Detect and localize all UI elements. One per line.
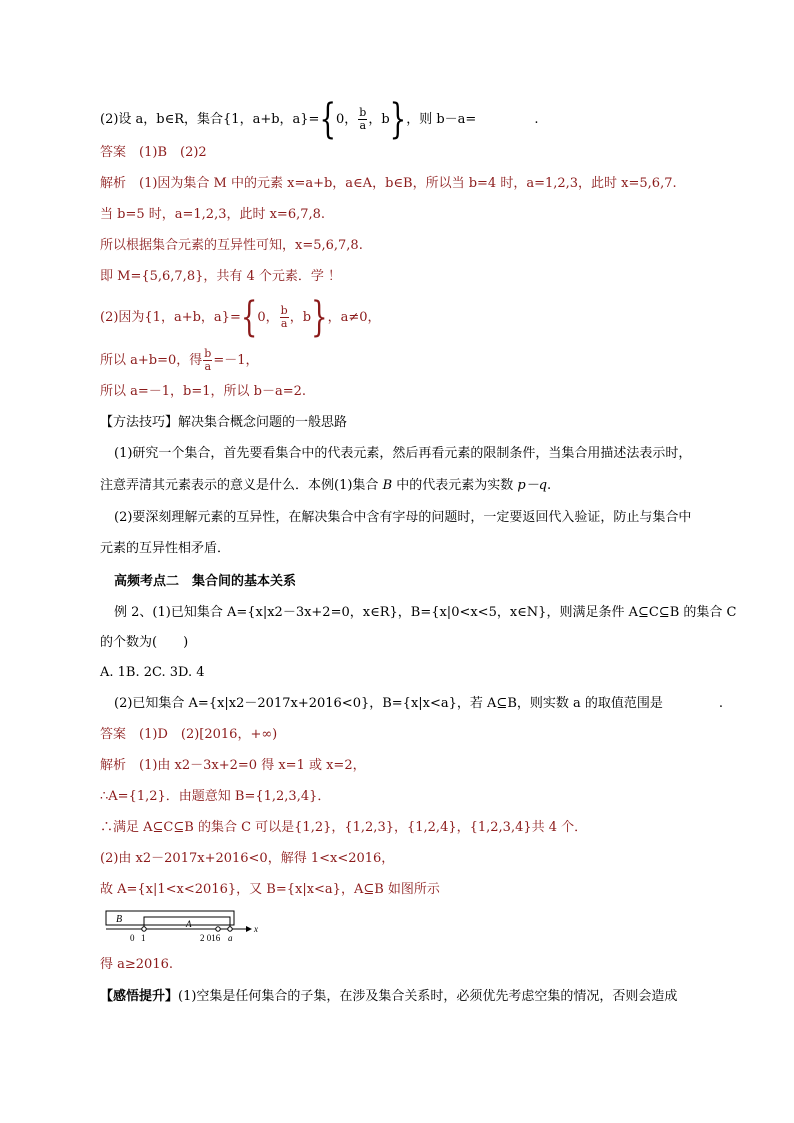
answer-label: 答案 (100, 727, 127, 742)
solution-line-7: 所以 a=－1，b=1，所以 b－a=2. (100, 384, 307, 399)
left-brace: { (240, 293, 258, 342)
sol-l5-set-a: 0， (257, 310, 279, 325)
label-A: A (186, 919, 192, 929)
solution2-line-5: 故 A={x|1<x<2016}，又 B={x|x<a}，A⊆B 如图所示 (100, 882, 440, 897)
fraction-numerator: b (204, 347, 212, 360)
section-heading: 高频考点二 集合间的基本关系 (114, 574, 297, 589)
solution2-line-3: ∴满足 A⊆C⊆B 的集合 C 可以是{1,2}，{1,2,3}，{1,2,4}，{1,2,3,4}共 4 个． (100, 820, 588, 835)
fraction-denominator: a (359, 119, 367, 132)
example-2-line-4-text: (2)已知集合 A={x|x2－2017x+2016<0}，B={x|x<a}，若 A⊆B，则实数 a 的取值范围是 (114, 696, 663, 711)
sol-l5-set-b: ，b (289, 310, 312, 325)
fraction-b-over-a (280, 305, 289, 330)
solution-line-6 (100, 348, 258, 373)
solution-line-5 (100, 293, 381, 342)
insight-heading: 【感悟提升】 (100, 989, 179, 1004)
method-para-1b (100, 478, 551, 494)
method-para-1a: (1)研究一个集合，首先要看集合中的代表元素，然后再看元素的限制条件，当集合用描述法表示时， (114, 446, 692, 461)
example-2-line-4 (114, 696, 723, 712)
right-brace: } (311, 293, 328, 342)
fraction-numerator: b (359, 106, 367, 119)
solution2-line-1: 解析 (1)由 x2－3x+2=0 得 x=1 或 x=2， (100, 758, 366, 773)
insight-text: (1)空集是任何集合的子集，在涉及集合关系时，必须优先考虑空集的情况，否则会造成 (178, 989, 678, 1004)
method-p1b-var: B (382, 478, 393, 493)
sol-l5-suffix: ，a≠0， (327, 310, 381, 325)
method-para-2b: 元素的互异性相矛盾． (100, 541, 231, 556)
solution-line-4: 即 M={5,6,7,8}，共有 4 个元素．学 ！ (100, 269, 342, 284)
solution2-line-2: ∴A={1,2}．由题意知 B={1,2,3,4}． (100, 789, 331, 804)
fraction-denominator: a (280, 317, 288, 330)
method-para-2a: (2)要深刻理解元素的互异性，在解决集合中含有字母的问题时，一定要返回代入验证，防止与集合中 (114, 510, 692, 525)
solution-line-2: 当 b=5 时，a=1,2,3，此时 x=6,7,8. (100, 207, 326, 222)
axis-arrow (246, 926, 252, 932)
tick-a: a (228, 933, 233, 943)
method-p1b-mid: 中的代表元素为实数 (392, 478, 518, 493)
fraction-numerator: b (280, 304, 288, 317)
question-2-line (100, 95, 539, 144)
tick-2016: 2 016 (200, 933, 221, 943)
sol-l6-prefix: 所以 a+b=0，得 (100, 353, 203, 368)
q2-end: . (534, 112, 539, 127)
point-2016-open (216, 927, 220, 931)
sol-l5-prefix: (2)因为{1，a+b，a}= (100, 310, 241, 325)
solution-line-3: 所以根据集合元素的互异性可知，x=5,6,7,8. (100, 238, 363, 253)
example-2-line-2: 的个数为( ) (100, 635, 189, 650)
q2-prefix: (2)设 a，b∈R，集合{1，a+b，a}= (100, 112, 320, 127)
sol-l6-suffix: =－1， (213, 353, 259, 368)
point-a-open (228, 927, 232, 931)
number-line-figure (100, 908, 270, 944)
answer-line-1 (100, 145, 207, 161)
right-brace: } (389, 95, 407, 144)
fraction-b-over-a (203, 348, 212, 373)
solution2-line-4: (2)由 x2－2017x+2016<0，解得 1<x<2016， (100, 851, 395, 866)
method-p1b-prefix: 注意弄清其元素表示的意义是什么．本例(1)集合 (100, 478, 383, 493)
q2-set-part-b: ，b (368, 112, 390, 127)
fraction-b-over-a (358, 107, 367, 132)
axis-label-x: x (254, 924, 258, 934)
insight-line (100, 989, 677, 1005)
answer-value: (1)D (2)[2016，+∞) (139, 727, 278, 742)
example-2-line-4-end: . (718, 696, 724, 711)
q2-set-part-a: 0， (336, 112, 358, 127)
example-2-options: A. 1B. 2C. 3D. 4 (100, 665, 205, 680)
label-B: B (116, 914, 123, 925)
solution-line-1: 解析 (1)因为集合 M 中的元素 x=a+b，a∈A，b∈B，所以当 b=4 时，a=1,2,3，此时 x=5,6,7. (100, 176, 677, 191)
method-p1b-expr: p－q (517, 478, 548, 493)
interval-B-box (106, 911, 234, 925)
tick-1: 1 (141, 933, 146, 943)
q2-suffix: ，则 b－a= (406, 112, 477, 127)
example-2-line-1: 例 2、(1)已知集合 A={x|x2－3x+2=0，x∈R}，B={x|0<x<5，x∈N}，则满足条件 A⊆C⊆B 的集合 C (114, 605, 737, 620)
solution2-line-6: 得 a≥2016. (100, 957, 173, 972)
answer-line-2 (100, 727, 277, 743)
method-heading: 【方法技巧】解决集合概念问题的一般思路 (100, 415, 348, 430)
answer-value: (1)B (2)2 (139, 145, 207, 160)
fraction-denominator: a (204, 360, 212, 373)
tick-0: 0 (130, 933, 135, 943)
point-1-open (142, 927, 146, 931)
answer-label: 答案 (100, 145, 127, 160)
method-p1b-end: . (547, 478, 552, 493)
left-brace: { (319, 95, 336, 144)
